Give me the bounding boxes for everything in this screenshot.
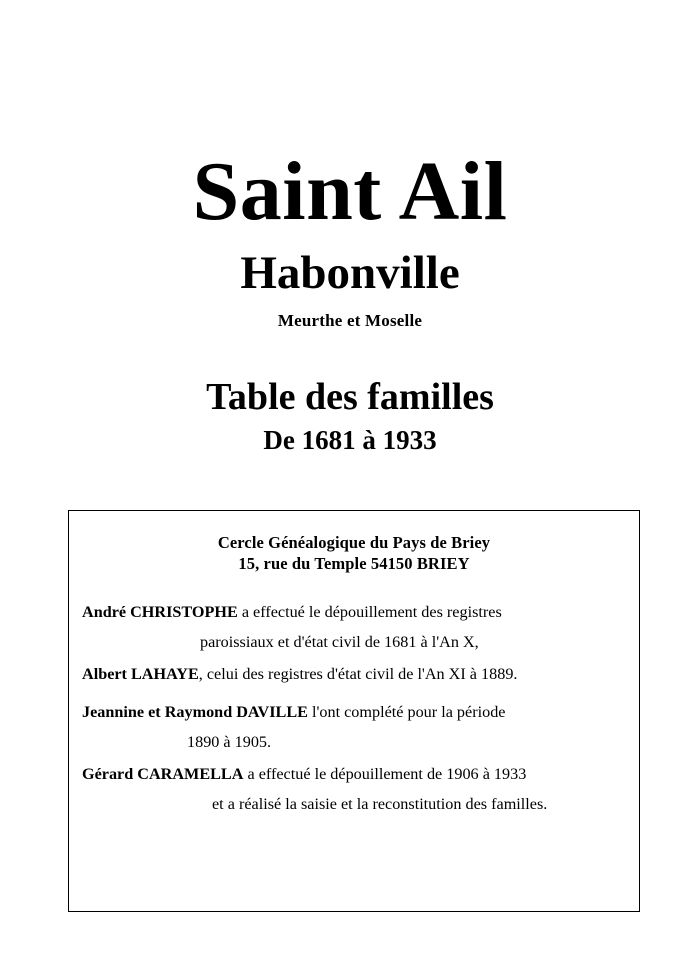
contributor-name: Albert LAHAYE	[82, 664, 199, 683]
date-range-label: De 1681 à 1933	[263, 425, 437, 455]
organization-header	[69, 532, 639, 574]
contributor-description: , celui des registres d'état civil de l'An XI à 1889.	[198, 664, 518, 683]
contributor-name: Gérard CARAMELLA	[82, 765, 244, 784]
credit-entry	[82, 766, 627, 782]
table-heading: Table des familles	[206, 376, 494, 418]
credits-box	[68, 510, 640, 912]
contributor-description: a effectué le dépouillement des registres	[237, 603, 502, 622]
subtitle-locality: Habonville	[240, 247, 460, 299]
region-label: Meurthe et Moselle	[277, 311, 423, 330]
contributor-description: a effectué le dépouillement de 1906 à 1933	[243, 765, 527, 784]
contributor-name: André CHRISTOPHE	[82, 603, 238, 622]
contributor-description: l'ont complété pour la période	[307, 702, 506, 721]
table-title-block	[0, 378, 700, 454]
contributor-name: Jeannine et Raymond DAVILLE	[82, 702, 308, 721]
credit-entry	[82, 704, 627, 720]
credit-entry-continuation: et a réalisé la saisie et la reconstitution des familles.	[212, 795, 548, 814]
credit-entry-continuation: 1890 à 1905.	[187, 733, 272, 752]
organization-name: Cercle Généalogique du Pays de Briey	[217, 533, 491, 552]
credits-list	[69, 604, 639, 812]
credit-entry-continuation: paroissiaux et d'état civil de 1681 à l'An X,	[200, 633, 479, 652]
title-block	[0, 145, 700, 330]
credit-entry	[82, 604, 627, 620]
credit-entry	[82, 666, 627, 682]
organization-address: 15, rue du Temple 54150 BRIEY	[238, 554, 470, 574]
page-title: Saint Ail	[192, 145, 508, 238]
